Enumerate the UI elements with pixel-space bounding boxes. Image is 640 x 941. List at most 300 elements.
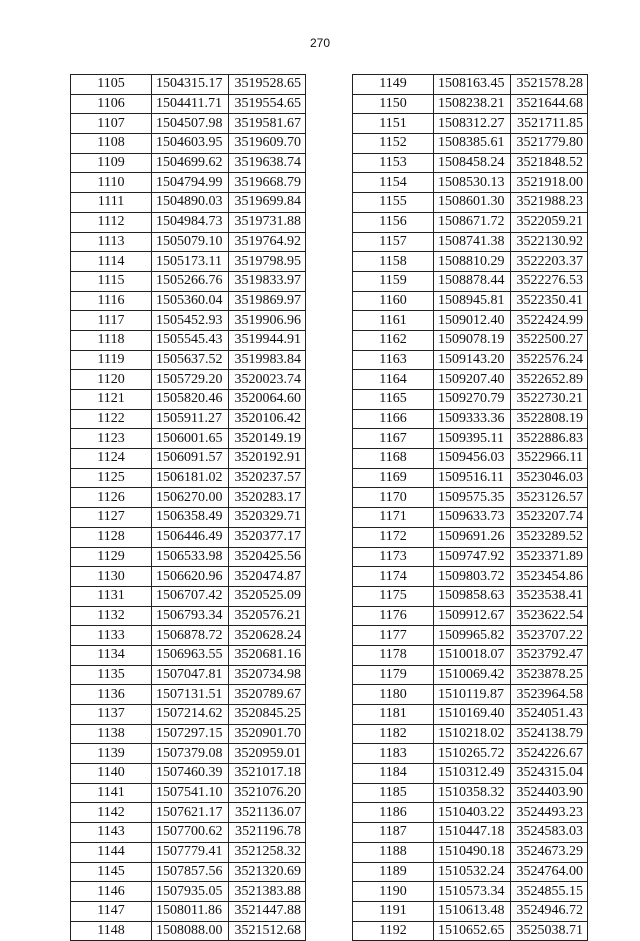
point-number-cell: 1129 — [71, 547, 152, 567]
x-coordinate-cell: 1506793.34 — [152, 606, 229, 626]
point-number-cell: 1113 — [71, 232, 152, 252]
point-number-cell: 1131 — [71, 586, 152, 606]
point-number-cell: 1154 — [353, 173, 434, 193]
x-coordinate-cell: 1509333.36 — [434, 409, 511, 429]
table-row — [71, 350, 306, 370]
table-row — [71, 705, 306, 725]
table-row — [71, 134, 306, 154]
point-number-cell: 1110 — [71, 173, 152, 193]
x-coordinate-cell: 1505545.43 — [152, 330, 229, 350]
y-coordinate-cell: 3520283.17 — [229, 488, 306, 508]
y-coordinate-cell: 3520425.56 — [229, 547, 306, 567]
table-row — [353, 271, 588, 291]
x-coordinate-cell: 1505729.20 — [152, 370, 229, 390]
table-row — [71, 232, 306, 252]
y-coordinate-cell: 3519731.88 — [229, 212, 306, 232]
point-number-cell: 1112 — [71, 212, 152, 232]
y-coordinate-cell: 3520576.21 — [229, 606, 306, 626]
x-coordinate-cell: 1508163.45 — [434, 75, 511, 95]
y-coordinate-cell: 3522886.83 — [511, 429, 588, 449]
y-coordinate-cell: 3524403.90 — [511, 783, 588, 803]
y-coordinate-cell: 3520192.91 — [229, 449, 306, 469]
x-coordinate-cell: 1509747.92 — [434, 547, 511, 567]
y-coordinate-cell: 3524226.67 — [511, 744, 588, 764]
y-coordinate-cell: 3519944.91 — [229, 330, 306, 350]
y-coordinate-cell: 3521644.68 — [511, 94, 588, 114]
x-coordinate-cell: 1507047.81 — [152, 665, 229, 685]
x-coordinate-cell: 1509575.35 — [434, 488, 511, 508]
x-coordinate-cell: 1506533.98 — [152, 547, 229, 567]
y-coordinate-cell: 3519983.84 — [229, 350, 306, 370]
table-row — [353, 153, 588, 173]
table-row — [71, 685, 306, 705]
point-number-cell: 1114 — [71, 252, 152, 272]
point-number-cell: 1168 — [353, 449, 434, 469]
x-coordinate-cell: 1505079.10 — [152, 232, 229, 252]
x-coordinate-cell: 1510532.24 — [434, 862, 511, 882]
coordinate-table-right — [352, 74, 588, 941]
x-coordinate-cell: 1507779.41 — [152, 842, 229, 862]
y-coordinate-cell: 3521848.52 — [511, 153, 588, 173]
table-row — [353, 645, 588, 665]
table-row — [353, 665, 588, 685]
table-row — [353, 114, 588, 134]
point-number-cell: 1188 — [353, 842, 434, 862]
table-row — [71, 291, 306, 311]
point-number-cell: 1128 — [71, 527, 152, 547]
point-number-cell: 1142 — [71, 803, 152, 823]
x-coordinate-cell: 1510652.65 — [434, 921, 511, 941]
y-coordinate-cell: 3520237.57 — [229, 468, 306, 488]
table-row — [353, 409, 588, 429]
table-row — [71, 921, 306, 941]
y-coordinate-cell: 3523371.89 — [511, 547, 588, 567]
point-number-cell: 1120 — [71, 370, 152, 390]
point-number-cell: 1181 — [353, 705, 434, 725]
y-coordinate-cell: 3519833.97 — [229, 271, 306, 291]
x-coordinate-cell: 1509143.20 — [434, 350, 511, 370]
point-number-cell: 1185 — [353, 783, 434, 803]
table-row — [71, 665, 306, 685]
point-number-cell: 1184 — [353, 764, 434, 784]
y-coordinate-cell: 3520845.25 — [229, 705, 306, 725]
x-coordinate-cell: 1506707.42 — [152, 586, 229, 606]
y-coordinate-cell: 3519528.65 — [229, 75, 306, 95]
table-row — [353, 429, 588, 449]
table-row — [71, 173, 306, 193]
table-row — [353, 488, 588, 508]
table-row — [71, 468, 306, 488]
x-coordinate-cell: 1510447.18 — [434, 823, 511, 843]
point-number-cell: 1153 — [353, 153, 434, 173]
point-number-cell: 1111 — [71, 193, 152, 213]
y-coordinate-cell: 3522130.92 — [511, 232, 588, 252]
y-coordinate-cell: 3519906.96 — [229, 311, 306, 331]
table-row — [71, 842, 306, 862]
point-number-cell: 1134 — [71, 645, 152, 665]
table-row — [353, 75, 588, 95]
table-row — [353, 527, 588, 547]
point-number-cell: 1147 — [71, 901, 152, 921]
y-coordinate-cell: 3520959.01 — [229, 744, 306, 764]
y-coordinate-cell: 3523207.74 — [511, 508, 588, 528]
y-coordinate-cell: 3521320.69 — [229, 862, 306, 882]
x-coordinate-cell: 1510218.02 — [434, 724, 511, 744]
point-number-cell: 1150 — [353, 94, 434, 114]
point-number-cell: 1133 — [71, 626, 152, 646]
x-coordinate-cell: 1507214.62 — [152, 705, 229, 725]
point-number-cell: 1165 — [353, 390, 434, 410]
point-number-cell: 1108 — [71, 134, 152, 154]
table-row — [353, 547, 588, 567]
y-coordinate-cell: 3519609.70 — [229, 134, 306, 154]
table-row — [353, 823, 588, 843]
point-number-cell: 1135 — [71, 665, 152, 685]
y-coordinate-cell: 3520377.17 — [229, 527, 306, 547]
x-coordinate-cell: 1507621.17 — [152, 803, 229, 823]
x-coordinate-cell: 1507379.08 — [152, 744, 229, 764]
point-number-cell: 1171 — [353, 508, 434, 528]
point-number-cell: 1121 — [71, 390, 152, 410]
x-coordinate-cell: 1510265.72 — [434, 744, 511, 764]
y-coordinate-cell: 3524138.79 — [511, 724, 588, 744]
table-row — [353, 508, 588, 528]
x-coordinate-cell: 1509691.26 — [434, 527, 511, 547]
x-coordinate-cell: 1508878.44 — [434, 271, 511, 291]
y-coordinate-cell: 3524764.00 — [511, 862, 588, 882]
y-coordinate-cell: 3521076.20 — [229, 783, 306, 803]
point-number-cell: 1115 — [71, 271, 152, 291]
point-number-cell: 1127 — [71, 508, 152, 528]
x-coordinate-cell: 1510018.07 — [434, 645, 511, 665]
point-number-cell: 1130 — [71, 567, 152, 587]
point-number-cell: 1179 — [353, 665, 434, 685]
table-row — [353, 764, 588, 784]
x-coordinate-cell: 1506878.72 — [152, 626, 229, 646]
table-row — [71, 882, 306, 902]
table-row — [353, 862, 588, 882]
y-coordinate-cell: 3523538.41 — [511, 586, 588, 606]
y-coordinate-cell: 3520525.09 — [229, 586, 306, 606]
table-row — [71, 311, 306, 331]
point-number-cell: 1158 — [353, 252, 434, 272]
table-row — [71, 901, 306, 921]
table-row — [353, 134, 588, 154]
x-coordinate-cell: 1505452.93 — [152, 311, 229, 331]
point-number-cell: 1145 — [71, 862, 152, 882]
point-number-cell: 1144 — [71, 842, 152, 862]
point-number-cell: 1140 — [71, 764, 152, 784]
table-row — [71, 744, 306, 764]
y-coordinate-cell: 3519581.67 — [229, 114, 306, 134]
table-row — [353, 803, 588, 823]
table-row — [71, 862, 306, 882]
point-number-cell: 1176 — [353, 606, 434, 626]
y-coordinate-cell: 3522500.27 — [511, 330, 588, 350]
x-coordinate-cell: 1509456.03 — [434, 449, 511, 469]
y-coordinate-cell: 3519699.84 — [229, 193, 306, 213]
x-coordinate-cell: 1508312.27 — [434, 114, 511, 134]
y-coordinate-cell: 3522652.89 — [511, 370, 588, 390]
y-coordinate-cell: 3523289.52 — [511, 527, 588, 547]
point-number-cell: 1178 — [353, 645, 434, 665]
point-number-cell: 1106 — [71, 94, 152, 114]
x-coordinate-cell: 1504411.71 — [152, 94, 229, 114]
point-number-cell: 1149 — [353, 75, 434, 95]
table-row — [353, 94, 588, 114]
y-coordinate-cell: 3524946.72 — [511, 901, 588, 921]
y-coordinate-cell: 3521017.18 — [229, 764, 306, 784]
table-row — [353, 390, 588, 410]
y-coordinate-cell: 3522350.41 — [511, 291, 588, 311]
x-coordinate-cell: 1504984.73 — [152, 212, 229, 232]
y-coordinate-cell: 3520901.70 — [229, 724, 306, 744]
table-row — [71, 252, 306, 272]
point-number-cell: 1163 — [353, 350, 434, 370]
table-row — [353, 330, 588, 350]
y-coordinate-cell: 3519668.79 — [229, 173, 306, 193]
y-coordinate-cell: 3524673.29 — [511, 842, 588, 862]
y-coordinate-cell: 3520628.24 — [229, 626, 306, 646]
x-coordinate-cell: 1509078.19 — [434, 330, 511, 350]
table-row — [353, 252, 588, 272]
table-row — [353, 212, 588, 232]
x-coordinate-cell: 1506620.96 — [152, 567, 229, 587]
y-coordinate-cell: 3520023.74 — [229, 370, 306, 390]
table-row — [353, 606, 588, 626]
point-number-cell: 1125 — [71, 468, 152, 488]
table-row — [353, 311, 588, 331]
point-number-cell: 1105 — [71, 75, 152, 95]
table-row — [353, 921, 588, 941]
table-row — [353, 370, 588, 390]
x-coordinate-cell: 1506358.49 — [152, 508, 229, 528]
x-coordinate-cell: 1506001.65 — [152, 429, 229, 449]
y-coordinate-cell: 3522203.37 — [511, 252, 588, 272]
point-number-cell: 1162 — [353, 330, 434, 350]
x-coordinate-cell: 1508458.24 — [434, 153, 511, 173]
table-row — [353, 291, 588, 311]
x-coordinate-cell: 1510403.22 — [434, 803, 511, 823]
point-number-cell: 1123 — [71, 429, 152, 449]
y-coordinate-cell: 3520329.71 — [229, 508, 306, 528]
x-coordinate-cell: 1506091.57 — [152, 449, 229, 469]
table-row — [71, 75, 306, 95]
point-number-cell: 1166 — [353, 409, 434, 429]
x-coordinate-cell: 1507297.15 — [152, 724, 229, 744]
table-row — [353, 350, 588, 370]
point-number-cell: 1137 — [71, 705, 152, 725]
x-coordinate-cell: 1509803.72 — [434, 567, 511, 587]
point-number-cell: 1146 — [71, 882, 152, 902]
y-coordinate-cell: 3524493.23 — [511, 803, 588, 823]
x-coordinate-cell: 1510613.48 — [434, 901, 511, 921]
x-coordinate-cell: 1505637.52 — [152, 350, 229, 370]
y-coordinate-cell: 3521711.85 — [511, 114, 588, 134]
y-coordinate-cell: 3523454.86 — [511, 567, 588, 587]
x-coordinate-cell: 1505173.11 — [152, 252, 229, 272]
x-coordinate-cell: 1507700.62 — [152, 823, 229, 843]
x-coordinate-cell: 1505820.46 — [152, 390, 229, 410]
y-coordinate-cell: 3521196.78 — [229, 823, 306, 843]
x-coordinate-cell: 1509207.40 — [434, 370, 511, 390]
x-coordinate-cell: 1508671.72 — [434, 212, 511, 232]
table-row — [353, 626, 588, 646]
x-coordinate-cell: 1506270.00 — [152, 488, 229, 508]
y-coordinate-cell: 3519554.65 — [229, 94, 306, 114]
point-number-cell: 1186 — [353, 803, 434, 823]
x-coordinate-cell: 1508385.61 — [434, 134, 511, 154]
table-row — [353, 901, 588, 921]
table-row — [71, 193, 306, 213]
point-number-cell: 1152 — [353, 134, 434, 154]
point-number-cell: 1191 — [353, 901, 434, 921]
table-row — [353, 685, 588, 705]
x-coordinate-cell: 1507460.39 — [152, 764, 229, 784]
x-coordinate-cell: 1505360.04 — [152, 291, 229, 311]
x-coordinate-cell: 1509965.82 — [434, 626, 511, 646]
point-number-cell: 1170 — [353, 488, 434, 508]
x-coordinate-cell: 1508238.21 — [434, 94, 511, 114]
table-row — [71, 547, 306, 567]
y-coordinate-cell: 3524855.15 — [511, 882, 588, 902]
y-coordinate-cell: 3522059.21 — [511, 212, 588, 232]
x-coordinate-cell: 1508530.13 — [434, 173, 511, 193]
x-coordinate-cell: 1509395.11 — [434, 429, 511, 449]
x-coordinate-cell: 1506963.55 — [152, 645, 229, 665]
point-number-cell: 1161 — [353, 311, 434, 331]
table-row — [71, 626, 306, 646]
point-number-cell: 1190 — [353, 882, 434, 902]
y-coordinate-cell: 3524051.43 — [511, 705, 588, 725]
x-coordinate-cell: 1504603.95 — [152, 134, 229, 154]
point-number-cell: 1173 — [353, 547, 434, 567]
point-number-cell: 1151 — [353, 114, 434, 134]
table-row — [71, 586, 306, 606]
x-coordinate-cell: 1509912.67 — [434, 606, 511, 626]
point-number-cell: 1155 — [353, 193, 434, 213]
point-number-cell: 1167 — [353, 429, 434, 449]
point-number-cell: 1189 — [353, 862, 434, 882]
point-number-cell: 1118 — [71, 330, 152, 350]
x-coordinate-cell: 1508011.86 — [152, 901, 229, 921]
point-number-cell: 1177 — [353, 626, 434, 646]
y-coordinate-cell: 3520681.16 — [229, 645, 306, 665]
x-coordinate-cell: 1508088.00 — [152, 921, 229, 941]
table-row — [71, 527, 306, 547]
y-coordinate-cell: 3522730.21 — [511, 390, 588, 410]
y-coordinate-cell: 3520064.60 — [229, 390, 306, 410]
table-row — [353, 744, 588, 764]
point-number-cell: 1175 — [353, 586, 434, 606]
point-number-cell: 1164 — [353, 370, 434, 390]
table-row — [71, 429, 306, 449]
x-coordinate-cell: 1506181.02 — [152, 468, 229, 488]
y-coordinate-cell: 3523046.03 — [511, 468, 588, 488]
y-coordinate-cell: 3521383.88 — [229, 882, 306, 902]
x-coordinate-cell: 1504890.03 — [152, 193, 229, 213]
table-row — [71, 783, 306, 803]
x-coordinate-cell: 1508945.81 — [434, 291, 511, 311]
y-coordinate-cell: 3522966.11 — [511, 449, 588, 469]
y-coordinate-cell: 3521258.32 — [229, 842, 306, 862]
y-coordinate-cell: 3521918.00 — [511, 173, 588, 193]
x-coordinate-cell: 1509012.40 — [434, 311, 511, 331]
table-row — [71, 724, 306, 744]
point-number-cell: 1159 — [353, 271, 434, 291]
point-number-cell: 1174 — [353, 567, 434, 587]
point-number-cell: 1169 — [353, 468, 434, 488]
table-row — [71, 606, 306, 626]
x-coordinate-cell: 1507541.10 — [152, 783, 229, 803]
x-coordinate-cell: 1508741.38 — [434, 232, 511, 252]
table-row — [353, 468, 588, 488]
y-coordinate-cell: 3523126.57 — [511, 488, 588, 508]
x-coordinate-cell: 1505911.27 — [152, 409, 229, 429]
y-coordinate-cell: 3522424.99 — [511, 311, 588, 331]
x-coordinate-cell: 1510169.40 — [434, 705, 511, 725]
x-coordinate-cell: 1510119.87 — [434, 685, 511, 705]
y-coordinate-cell: 3519798.95 — [229, 252, 306, 272]
table-row — [71, 567, 306, 587]
y-coordinate-cell: 3521988.23 — [511, 193, 588, 213]
table-row — [71, 212, 306, 232]
point-number-cell: 1136 — [71, 685, 152, 705]
table-row — [71, 803, 306, 823]
y-coordinate-cell: 3520149.19 — [229, 429, 306, 449]
point-number-cell: 1107 — [71, 114, 152, 134]
x-coordinate-cell: 1509270.79 — [434, 390, 511, 410]
x-coordinate-cell: 1509633.73 — [434, 508, 511, 528]
point-number-cell: 1117 — [71, 311, 152, 331]
point-number-cell: 1122 — [71, 409, 152, 429]
point-number-cell: 1132 — [71, 606, 152, 626]
table-row — [353, 567, 588, 587]
x-coordinate-cell: 1509516.11 — [434, 468, 511, 488]
x-coordinate-cell: 1504315.17 — [152, 75, 229, 95]
point-number-cell: 1124 — [71, 449, 152, 469]
y-coordinate-cell: 3521447.88 — [229, 901, 306, 921]
x-coordinate-cell: 1504794.99 — [152, 173, 229, 193]
point-number-cell: 1180 — [353, 685, 434, 705]
table-row — [71, 94, 306, 114]
table-row — [71, 764, 306, 784]
point-number-cell: 1160 — [353, 291, 434, 311]
x-coordinate-cell: 1506446.49 — [152, 527, 229, 547]
y-coordinate-cell: 3522576.24 — [511, 350, 588, 370]
y-coordinate-cell: 3522808.19 — [511, 409, 588, 429]
y-coordinate-cell: 3523964.58 — [511, 685, 588, 705]
point-number-cell: 1138 — [71, 724, 152, 744]
x-coordinate-cell: 1508601.30 — [434, 193, 511, 213]
table-row — [353, 882, 588, 902]
y-coordinate-cell: 3521578.28 — [511, 75, 588, 95]
x-coordinate-cell: 1508810.29 — [434, 252, 511, 272]
point-number-cell: 1116 — [71, 291, 152, 311]
table-row — [353, 842, 588, 862]
table-row — [71, 645, 306, 665]
y-coordinate-cell: 3521136.07 — [229, 803, 306, 823]
x-coordinate-cell: 1507935.05 — [152, 882, 229, 902]
table-row — [353, 232, 588, 252]
point-number-cell: 1126 — [71, 488, 152, 508]
table-row — [71, 330, 306, 350]
y-coordinate-cell: 3524583.03 — [511, 823, 588, 843]
point-number-cell: 1157 — [353, 232, 434, 252]
y-coordinate-cell: 3520789.67 — [229, 685, 306, 705]
point-number-cell: 1156 — [353, 212, 434, 232]
y-coordinate-cell: 3519869.97 — [229, 291, 306, 311]
